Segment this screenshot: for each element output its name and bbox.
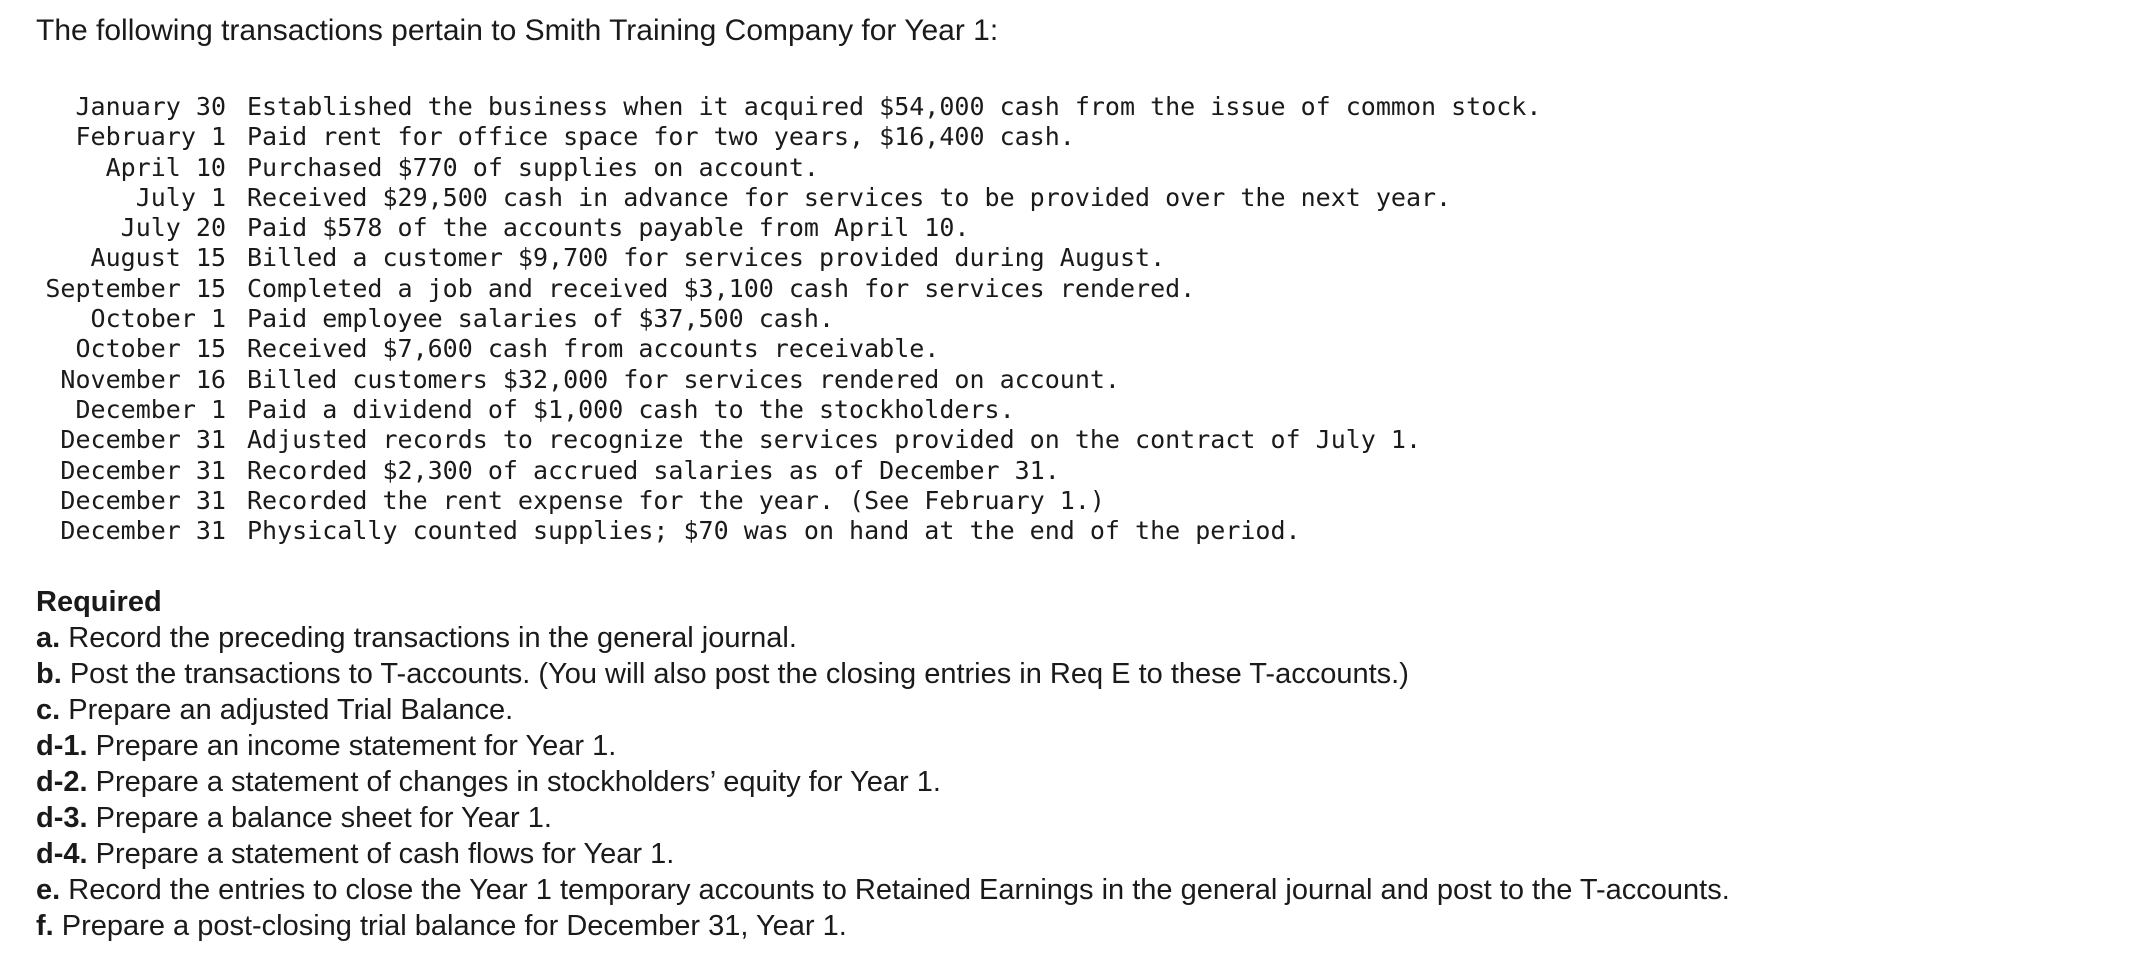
transaction-row bbox=[36, 456, 2130, 486]
transaction-date: July 1 bbox=[135, 182, 226, 212]
requirement-label: d-2. bbox=[36, 766, 88, 799]
transaction-date: July 20 bbox=[120, 213, 226, 243]
transaction-row bbox=[36, 183, 2130, 213]
requirement-label: d-4. bbox=[36, 838, 88, 871]
transaction-description: Billed customers $32,000 for services rendered on account. bbox=[247, 364, 1120, 394]
requirement-item bbox=[36, 692, 2130, 728]
required-heading: Required bbox=[36, 586, 162, 619]
requirement-text: Prepare a post-closing trial balance for December 31, Year 1. bbox=[61, 910, 847, 943]
transaction-date: January 30 bbox=[75, 92, 226, 121]
transaction-description: Purchased $770 of supplies on account. bbox=[247, 152, 819, 182]
transaction-row bbox=[36, 92, 2130, 122]
transaction-row bbox=[36, 153, 2130, 183]
requirement-item bbox=[36, 764, 2130, 800]
transaction-description: Paid a dividend of $1,000 cash to the stockholders. bbox=[247, 394, 1015, 424]
requirement-label: a. bbox=[36, 622, 61, 655]
transaction-description: Physically counted supplies; $70 was on hand at the end of the period. bbox=[247, 516, 1301, 546]
requirement-text: Prepare a statement of changes in stockholders’ equity for Year 1. bbox=[95, 766, 941, 799]
requirement-label: d-3. bbox=[36, 802, 88, 835]
transaction-date: April 10 bbox=[105, 152, 226, 182]
transaction-description: Received $29,500 cash in advance for services to be provided over the next year. bbox=[247, 182, 1452, 212]
requirement-text: Prepare an income statement for Year 1. bbox=[95, 730, 617, 763]
transaction-row bbox=[36, 243, 2130, 273]
requirement-text: Prepare a statement of cash flows for Year 1. bbox=[95, 838, 675, 871]
requirement-label: d-1. bbox=[36, 730, 88, 763]
requirement-label: c. bbox=[36, 694, 61, 727]
transaction-date: November 16 bbox=[60, 364, 226, 394]
transaction-row bbox=[36, 395, 2130, 425]
requirement-label: b. bbox=[36, 658, 62, 691]
transaction-description: Paid $578 of the accounts payable from April 10. bbox=[247, 213, 970, 243]
transaction-row bbox=[36, 274, 2130, 304]
transaction-description: Recorded the rent expense for the year. (See February 1.) bbox=[247, 485, 1105, 515]
requirement-item bbox=[36, 800, 2130, 836]
transaction-description: Adjusted records to recognize the services provided on the contract of July 1. bbox=[247, 425, 1421, 455]
transaction-row bbox=[36, 516, 2130, 546]
requirement-label: e. bbox=[36, 874, 61, 907]
requirement-text: Prepare an adjusted Trial Balance. bbox=[68, 694, 514, 727]
transaction-row bbox=[36, 304, 2130, 334]
transaction-description: Paid employee salaries of $37,500 cash. bbox=[247, 304, 834, 334]
requirement-item bbox=[36, 656, 2130, 692]
requirement-text: Record the entries to close the Year 1 temporary accounts to Retained Earnings in the general journal and post to the T-accounts. bbox=[68, 874, 1730, 907]
transaction-date: September 15 bbox=[45, 273, 226, 303]
transaction-date: December 31 bbox=[60, 516, 226, 546]
transaction-date: October 15 bbox=[75, 334, 226, 364]
requirement-label: f. bbox=[36, 910, 54, 943]
transaction-description: Billed a customer $9,700 for services provided during August. bbox=[247, 243, 1166, 273]
transaction-list bbox=[36, 92, 2130, 546]
transaction-date: February 1 bbox=[75, 122, 226, 152]
transaction-description: Recorded $2,300 of accrued salaries as of December 31. bbox=[247, 455, 1060, 485]
transaction-date: December 31 bbox=[60, 485, 226, 515]
transaction-row bbox=[36, 122, 2130, 152]
transaction-row bbox=[36, 213, 2130, 243]
requirements-list bbox=[36, 620, 2130, 944]
requirement-text: Record the preceding transactions in the general journal. bbox=[68, 622, 797, 655]
transaction-date: October 1 bbox=[90, 304, 226, 334]
transaction-date: August 15 bbox=[90, 243, 226, 273]
transaction-row bbox=[36, 365, 2130, 395]
transaction-row bbox=[36, 486, 2130, 516]
transaction-date: December 31 bbox=[60, 455, 226, 485]
transaction-row bbox=[36, 425, 2130, 455]
transaction-description: Completed a job and received $3,100 cash for services rendered. bbox=[247, 273, 1196, 303]
transaction-date: December 31 bbox=[60, 425, 226, 455]
requirement-text: Post the transactions to T-accounts. (You will also post the closing entries in Req E to these T-accounts.) bbox=[69, 658, 1409, 691]
intro-text: The following transactions pertain to Smith Training Company for Year 1: bbox=[36, 14, 999, 47]
requirement-item bbox=[36, 908, 2130, 944]
transaction-description: Paid rent for office space for two years, $16,400 cash. bbox=[247, 122, 1075, 152]
requirement-item bbox=[36, 872, 2130, 908]
requirement-text: Prepare a balance sheet for Year 1. bbox=[95, 802, 552, 835]
transaction-description: Established the business when it acquired $54,000 cash from the issue of common stock. bbox=[247, 92, 1542, 121]
requirement-item bbox=[36, 620, 2130, 656]
transaction-description: Received $7,600 cash from accounts receivable. bbox=[247, 334, 940, 364]
transaction-date: December 1 bbox=[75, 394, 226, 424]
requirement-item bbox=[36, 836, 2130, 872]
transaction-row bbox=[36, 334, 2130, 364]
requirement-item bbox=[36, 728, 2130, 764]
